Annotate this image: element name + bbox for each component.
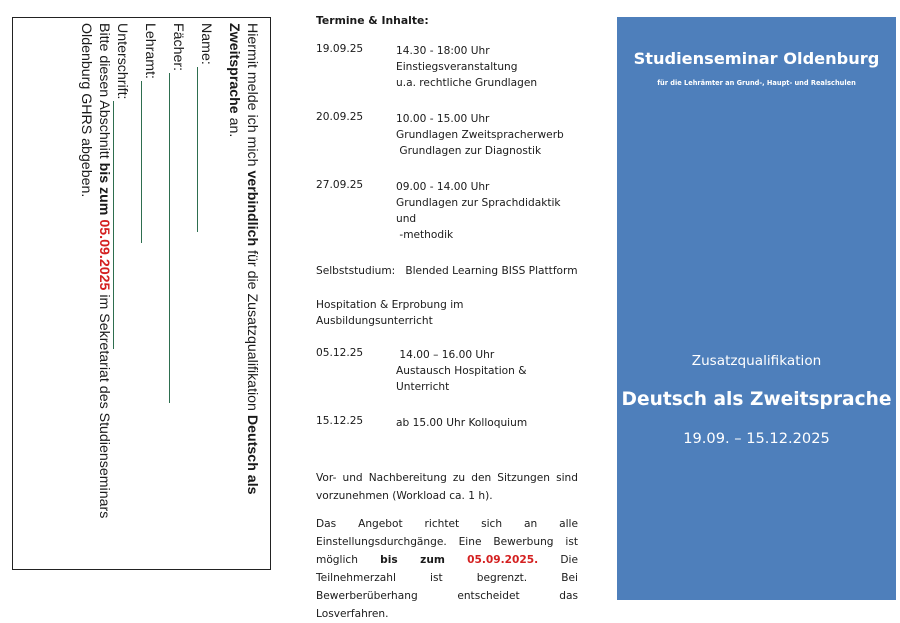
signature-line[interactable]	[113, 101, 124, 349]
subjects-line[interactable]	[169, 73, 180, 403]
seminar-title: Studienseminar Oldenburg	[633, 49, 880, 68]
session-date: 27.09.25	[316, 179, 364, 191]
registration-slip	[12, 17, 271, 570]
teaching-degree-line[interactable]	[141, 81, 152, 243]
session-date: 15.12.25	[316, 415, 364, 427]
name-field[interactable]	[197, 23, 225, 570]
seminar-subtitle: für die Lehrämter an Grund-, Haupt- und Realschulen	[657, 79, 856, 87]
preparation-note: Vor- und Nachbereitung zu den Sitzungen sind vorzunehmen (Workload ca. 1 h).	[316, 472, 578, 502]
qualification-kind: Zusatzqualifikation	[691, 353, 822, 369]
signature-field[interactable]	[113, 23, 141, 570]
course-dates: 19.09. – 15.12.2025	[683, 430, 830, 447]
session-2: 20.09.25 10.00 - 15.00 Uhr Grundlagen Zweitspracherwerb Grundlagen zur Diagnostik	[316, 111, 564, 157]
self-study: Selbststudium: Blended Learning BISS Plattform	[316, 265, 578, 277]
offer-note: Das Angebot richtet sich an alle Einstellungsdurchgänge. Eine Bewerbung ist möglich bis zum 05.09.2025. Die Teilnehmerzahl ist begrenzt. Bei Bewerberüberhang entscheidet das Losverfahren.	[316, 518, 578, 620]
cover-panel	[617, 17, 896, 600]
teaching-degree-field[interactable]	[141, 23, 169, 570]
program-column	[316, 14, 578, 623]
name-line[interactable]	[197, 67, 208, 232]
session-date: 20.09.25	[316, 111, 364, 123]
session-3: 27.09.25 09.00 - 14.00 Uhr Grundlagen zur Sprachdidaktik und -methodik	[316, 179, 561, 241]
subjects-field[interactable]	[169, 23, 197, 570]
name-label: Name:	[198, 23, 214, 65]
course-title: Deutsch als Zweitsprache	[621, 389, 892, 410]
session-5: 15.12.25 ab 15.00 Uhr Kolloquium	[316, 415, 528, 429]
program-heading: Termine & Inhalte:	[316, 14, 429, 27]
signature-label: Unterschrift:	[114, 23, 130, 100]
teaching-degree-label: Lehramt:	[142, 23, 158, 79]
registration-intro: Hiermit melde ich mich verbindlich für die Zusatzqualifikation Deutsch als Zweitsprache an.	[226, 23, 260, 495]
hospitation: Hospitation & Erprobung im Ausbildungsunterricht	[316, 299, 464, 327]
session-date: 05.12.25	[316, 347, 364, 359]
subjects-label: Fächer:	[170, 23, 186, 72]
session-1: 19.09.25 14.30 - 18:00 Uhr Einstiegsveranstaltung u.a. rechtliche Grundlagen	[316, 43, 538, 89]
submission-note: Bitte diesen Abschnitt bis zum 05.09.2025 im Sekretariat des Studienseminars Oldenburg GHRS abgeben.	[78, 23, 112, 519]
session-4: 05.12.25 14.00 – 16.00 Uhr Austausch Hospitation & Unterricht	[316, 347, 527, 393]
session-date: 19.09.25	[316, 43, 364, 55]
